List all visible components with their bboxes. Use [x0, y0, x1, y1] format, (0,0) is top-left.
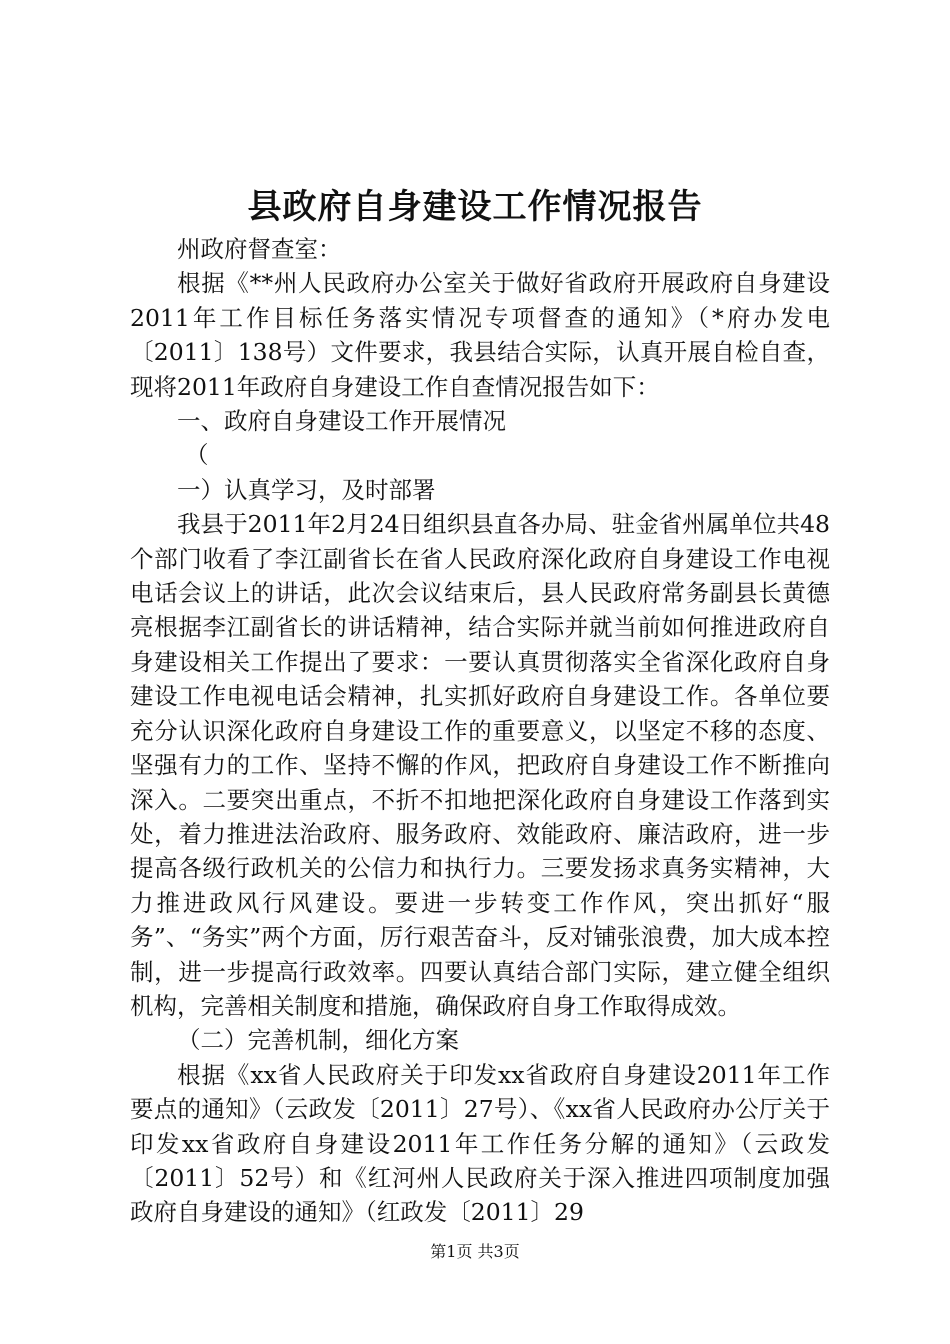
subsection-1-paragraph: 我县于2011年2月24日组织县直各办局、驻金省州属单位共48个部门收看了李江副省长在省人民政府深化政府自身建设工作电视电话会议上的讲话，此次会议结束后，县人民政府常务副县长黄德亮根据李江副省长的讲话精神，结合实际并就当前如何推进政府自身建设相关工作提出了要求：一要认真贯彻落实全省深化政府自身建设工作电视电话会精神，扎实抓好政府自身建设工作。各单位要充分认识深化政府自身建设工作的重要意义，以坚定不移的态度、坚强有力的工作、坚持不懈的作风，把政府自身建设工作不断推向深入。二要突出重点，不折不扣地把深化政府自身建设工作落到实处，着力推进法治政府、服务政府、效能政府、廉洁政府，进一步提高各级行政机关的公信力和执行力。三要发扬求真务实精神，大力推进政风行风建设。要进一步转变工作作风，突出抓好“服务”、“务实”两个方面，厉行艰苦奋斗，反对铺张浪费，加大成本控制，进一步提高行政效率。四要认真结合部门实际，建立健全组织机构，完善相关制度和措施，确保政府自身工作取得成效。: [130, 510, 830, 1020]
document-title: 县政府自身建设工作情况报告: [247, 187, 703, 227]
subsection-2-paragraph: 根据《xx省人民政府关于印发xx省政府自身建设2011年工作要点的通知》（云政发〔2011〕27号）、《xx省人民政府办公厅关于印发xx省政府自身建设2011年工作任务分解的通知》（云政发〔2011〕52号）和《红河州人民政府关于深入推进四项制度加强政府自身建设的通知》（红政发〔2011〕29: [130, 1060, 830, 1227]
document-body: [130, 232, 830, 1230]
addressee-line: 州政府督查室：: [177, 235, 342, 263]
subsection-open-bracket: （: [185, 441, 209, 470]
subsection-heading-2: （二）完善机制，细化方案: [177, 1026, 459, 1055]
intro-paragraph: 根据《**州人民政府办公室关于做好省政府开展政府自身建设2011年工作目标任务落实情况专项督查的通知》（*府办发电〔2011〕138号）文件要求，我县结合实际，认真开展自检自查，现将2011年政府自身建设工作自查情况报告如下：: [130, 269, 830, 401]
section-heading: 一、政府自身建设工作开展情况: [177, 407, 506, 436]
subsection-heading-1: 一）认真学习，及时部署: [177, 475, 436, 504]
page-footer: 第1页 共3页: [430, 1242, 520, 1261]
